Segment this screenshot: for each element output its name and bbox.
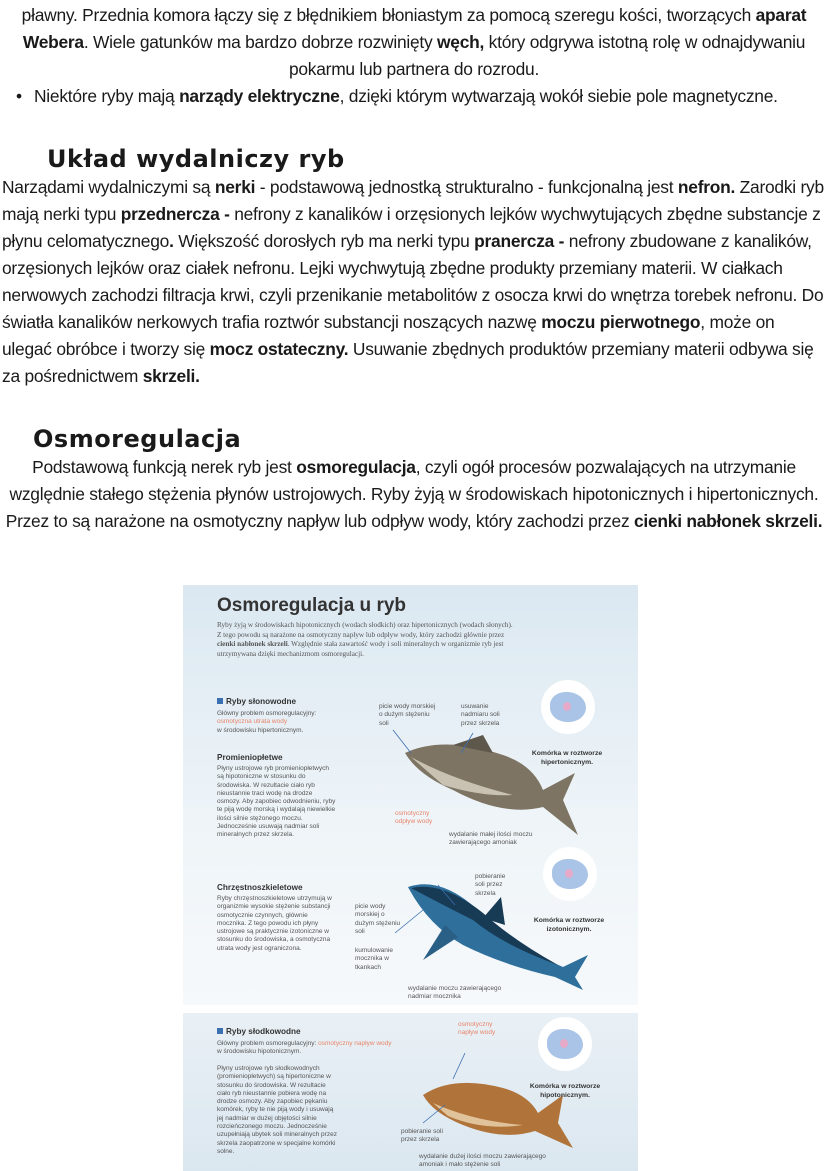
text-run: Podstawową funkcją nerek ryb jest: [32, 457, 297, 477]
figure-title: Osmoregulacja u ryb: [217, 595, 407, 616]
bold-term: mocz ostateczny.: [209, 339, 349, 359]
problem-text: Główny problem osmoregulacyjny:: [217, 710, 317, 717]
problem-text-end: w środowisku hipertonicznym.: [217, 726, 304, 734]
cell-hypotonic-caption: Komórka w roztworze hipotonicznym.: [529, 1083, 601, 1099]
cell-isotonic-caption: Komórka w roztworze izotonicznym.: [533, 917, 605, 933]
intro-paragraph: [10, 2, 818, 83]
ray-finned-heading: Promieniopłetwe: [217, 753, 283, 762]
shark-label-urine: wydalanie moczu zawierającego nadmiar mocznika: [408, 985, 502, 1001]
saltwater-heading-text: Ryby słonowodne: [226, 697, 297, 706]
bold-term: .: [169, 231, 174, 251]
bold-term: skrzeli.: [142, 366, 200, 386]
bold-term: osmoregulacja: [296, 457, 416, 477]
bold-term: węch,: [437, 32, 485, 52]
intro-bold: cienki nabłonek skrzeli: [217, 640, 288, 648]
bullet-dot: •: [16, 86, 22, 106]
label-salt-removal: usuwanie nadmiaru soli przez skrzela: [461, 703, 500, 727]
text-run: nefrony z kanalików i orzęsionych lejków wychwytujących zbędne substancje z płynu celomatycznego: [2, 204, 821, 251]
label-water-loss: osmotyczny odpływ wody: [395, 810, 433, 826]
ray-finned-text: Płyny ustrojowe ryb promieniopłetwych są hipotoniczne w stosunku do środowiska. W rezultacie ciało ryb nieustannie traci wodę na drodze osmozy. Aby zapobiec odwodnieniu, ryby te piją wodę morską i wydalają niewielkie ilości silnie stężonego moczu. Jednocześnie usuwają nadmiar soli mineralnych przez skrzela.: [217, 765, 336, 839]
freshwater-text: Płyny ustrojowe ryb słodkowodnych (promieniopłetwych) są hipertoniczne w stosunku do środowiska. W rezultacie ciało ryb nieustannie pobiera wodę na drodze osmozy. Aby zapobiec pękaniu komórek, ryby te nie piją wody i usuwają jej nadmiar w dużej objętości silnie rozcieńczonego moczu. Jednocześnie uzupełniają ubytek soli mineralnych przez skrzela zaopatrzone w specjalne komórki solne.: [217, 1065, 337, 1155]
cell-hypotonic-icon: [538, 1017, 592, 1071]
intro-text: Ryby żyją w środowiskach hipotonicznych (wodach słodkich) oraz hipertonicznych (wodach słonych). Z tego powodu są narażone na osmotyczny napływ lub odpływ wody, który zachodzi głównie przez: [217, 621, 513, 639]
problem-highlight: osmotyczna utrata wody: [217, 718, 288, 726]
freshwater-panel: [183, 1013, 638, 1171]
bold-term: cienki nabłonek skrzeli.: [634, 511, 823, 531]
text-run: pławny. Przednia komora łączy się z błędnikiem błoniastym za pomocą szeregu kości, tworzących: [21, 5, 756, 25]
osmoregulation-figure: [183, 585, 638, 1171]
label-urine: wydalanie małej ilości moczu zawierającego amoniak: [449, 831, 533, 847]
shark-label-drink: picie wody morskiej o dużym stężeniu soli: [355, 903, 401, 935]
heading-excretory-system: Układ wydalniczy ryb: [47, 145, 345, 173]
cell-isotonic-icon: [543, 847, 597, 901]
saltwater-panel: [183, 585, 638, 1005]
problem-text-end: w środowisku hipotonicznym.: [217, 1048, 302, 1056]
fw-label-salt: pobieranie soli przez skrzela: [401, 1128, 443, 1144]
text-run: , czyli ogół procesów pozwalających na utrzymanie względnie stałego stężenia płynów ustrojowych. Ryby żyją w środowiskach hipotonicznych i hipertonicznych. Przez to są narażone na osmotyczny napływ lub odpływ wody, który zachodzi przez: [5, 457, 819, 531]
text-run: Większość dorosłych ryb ma nerki typu: [173, 231, 475, 251]
bold-term: nerki: [214, 177, 256, 197]
text-run: Niektóre ryby mają: [34, 86, 180, 106]
heading-osmoregulation: Osmoregulacja: [33, 425, 242, 453]
text-run: , dzięki którym wytwarzają wokół siebie pole magnetyczne.: [339, 86, 778, 106]
problem-highlight: osmotyczny napływ wody: [318, 1040, 392, 1047]
bullet-item: [14, 83, 828, 110]
cartilaginous-heading: Chrzęstnoszkieletowe: [217, 883, 303, 892]
cartilaginous-text: Ryby chrzęstnoszkieletowe utrzymują w organizmie wysokie stężenie substancji osmotycznie czynnych, głównie mocznika. Z tego powodu ich płyny ustrojowe są praktycznie izotoniczne w stosunku do środowiska, a osmotyczna utrata wody jest ograniczona.: [217, 895, 332, 952]
shark-icon: [408, 884, 588, 990]
text-run: Narządami wydalniczymi są: [2, 177, 215, 197]
excretory-paragraph: [2, 174, 826, 390]
fw-label-inflow: osmotyczny napływ wody: [458, 1021, 496, 1037]
cell-hypertonic-caption: Komórka w roztworze hipertonicznym.: [531, 750, 603, 766]
freshwater-heading-text: Ryby słodkowodne: [226, 1027, 301, 1036]
cell-hypertonic-icon: [541, 680, 595, 734]
problem-text: Główny problem osmoregulacyjny:: [217, 1040, 319, 1047]
text-run: , może on ulegać obróbce i tworzy się: [2, 312, 775, 359]
bullet-text: [34, 86, 778, 106]
bold-term: narządy elektryczne: [179, 86, 340, 106]
bold-term: aparat Webera: [22, 5, 807, 52]
bold-term: przednercza -: [120, 204, 230, 224]
osmoregulation-paragraph: [4, 454, 824, 535]
text-run: nefrony zbudowane z kanalików, orzęsionych lejków oraz ciałek nefronu. Lejki wychwytują zbędne produkty przemiany materii. W ciałkach nerwowych zachodzi filtracja krwi, czyli przenikanie metabolitów z osocza krwi do wnętrza torebek nefronu. Do światła kanalików nerkowych trafia roztwór substancji noszących nazwę: [2, 231, 824, 332]
text-run: który odgrywa istotną rolę w odnajdywaniu pokarmu lub partnera do rozrodu.: [288, 32, 806, 79]
text-run: Usuwanie zbędnych produktów przemiany materii odbywa się za pośrednictwem: [2, 339, 814, 386]
bold-term: nefron.: [677, 177, 736, 197]
fw-label-urine: wydalanie dużej ilości moczu zawierającego amoniak i mało stężenie soli: [419, 1153, 546, 1169]
label-drink: picie wody morskiej o dużym stężeniu soli: [379, 703, 436, 727]
text-run: - podstawową jednostką strukturalno - funkcjonalną jest: [255, 177, 678, 197]
text-run: Zarodki ryb mają nerki typu: [2, 177, 824, 224]
shark-label-salt: pobieranie soli przez skrzela: [475, 873, 506, 897]
bold-term: moczu pierwotnego: [541, 312, 701, 332]
text-run: . Wiele gatunków ma bardzo dobrze rozwinięty: [83, 32, 438, 52]
bold-term: pranercza -: [474, 231, 565, 251]
shark-label-urea: kumulowanie mocznika w tkankach: [355, 947, 393, 971]
intro-text-end: . Względnie stała zawartość wody i soli mineralnych w organizmie ryb jest utrzymywana dzięki mechanizmom osmoregulacji.: [217, 640, 504, 658]
